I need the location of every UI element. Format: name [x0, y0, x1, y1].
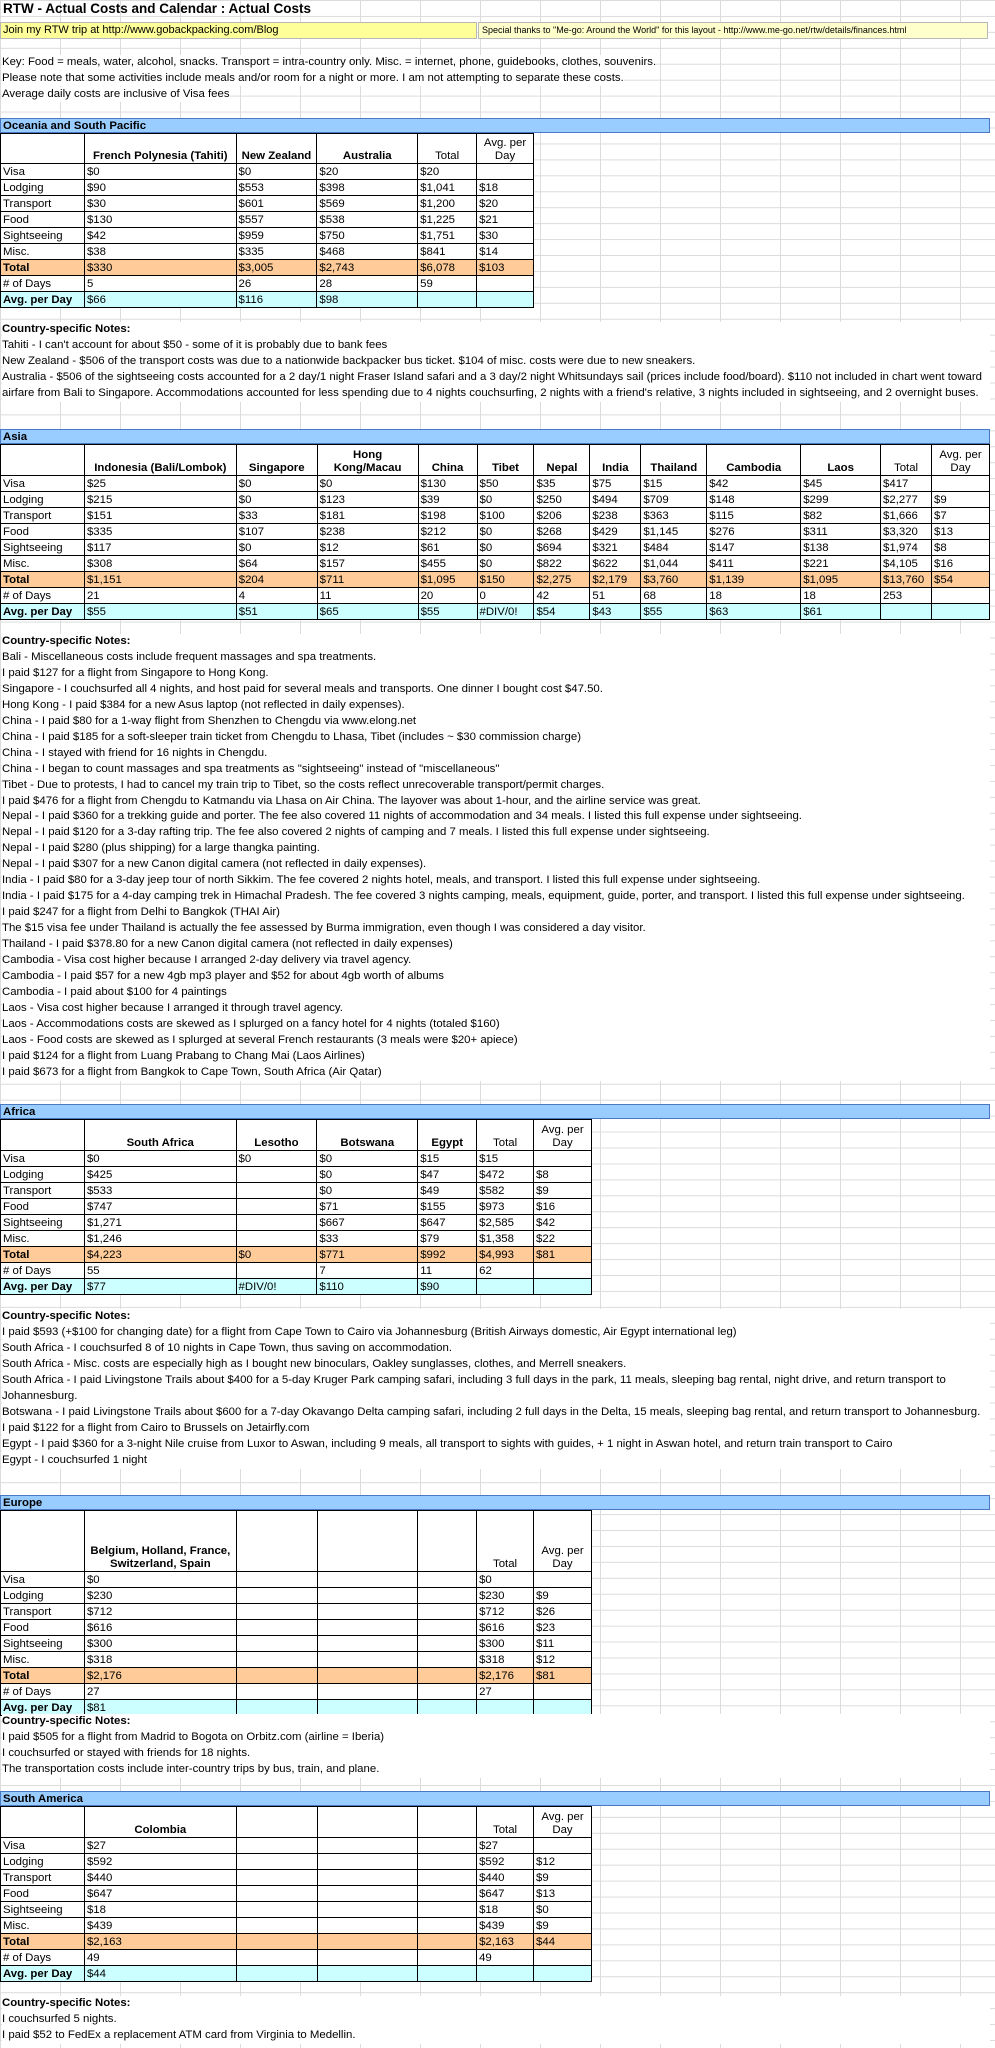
note-item: I paid $247 for a flight from Delhi to Bangkok (THAI Air)	[2, 906, 280, 919]
row-lodging: Lodging $215 $0 $123 $39 $0 $250 $494 $709 $148 $299 $2,277 $9	[1, 492, 990, 508]
row-visa: Visa $25 $0 $0 $130 $50 $35 $75 $15 $42 $45 $417	[1, 476, 990, 492]
row-total: Total $4,223 $0 $771 $992 $4,993 $81	[1, 1247, 592, 1263]
col-hong-kong: Hong Kong/Macau	[317, 445, 418, 476]
region-header-africa: Africa	[0, 1104, 990, 1119]
note-item: China - I paid $80 for a 1-way flight from Shenzhen to Chengdu via www.elong.net	[2, 714, 417, 727]
row-total: Total $330 $3,005 $2,743 $6,078 $103	[1, 260, 534, 276]
row-food: Food $747 $71 $155 $973 $16	[1, 1199, 592, 1215]
row-misc: Misc. $38 $335 $468 $841 $14	[1, 244, 534, 260]
notes-heading: Country-specific Notes:	[2, 1715, 131, 1727]
key-line: Key: Food = meals, water, alcohol, snacks. Transport = intra-country only. Misc. = internet, phone, guidebooks, clothes, souvenirs.	[2, 56, 657, 68]
col-new-zealand: New Zealand	[236, 134, 317, 164]
row-food: Food $647 $647 $13	[1, 1886, 592, 1902]
row-misc: Misc. $1,246 $33 $79 $1,358 $22	[1, 1231, 592, 1247]
blank-header	[236, 1511, 317, 1572]
note-item: I paid $476 for a flight from Chengdu to Katmandu via Lhasa on Air China. The layover was about 1-hour, and the airline service was great.	[2, 794, 701, 807]
note-item: South Africa - I paid Livingstone Trails about $400 for a 5-day Kruger Park camping safari, including 3 full days in the park, 11 meals, sleeping bag rental, night drive, and return transport to Johannesburg.	[2, 1373, 946, 1402]
region-header-asia: Asia	[0, 429, 990, 444]
row-food: Food $335 $107 $238 $212 $0 $268 $429 $1,145 $276 $311 $3,320 $13	[1, 524, 990, 540]
south-america-notes	[2, 1996, 990, 2044]
row-days: # of Days 5 26 28 59	[1, 276, 534, 292]
layout-credit: Special thanks to "Me-go: Around the World" for this layout - http://www.me-go.net/rtw/details/finances.html	[478, 22, 988, 39]
note-item: I paid $122 for a flight from Cairo to Brussels on Jetairfly.com	[2, 1421, 310, 1434]
row-transport: Transport $533 $0 $49 $582 $9	[1, 1183, 592, 1199]
europe-cost-table	[0, 1510, 592, 1716]
row-sightseeing: Sightseeing $18 $18 $0	[1, 1902, 592, 1918]
asia-notes	[2, 634, 990, 1081]
corner-cell	[1, 1511, 85, 1572]
blog-link[interactable]: Join my RTW trip at http://www.gobackpacking.com/Blog	[0, 22, 477, 39]
note-item: I couchsurfed 5 nights.	[2, 2012, 117, 2025]
row-transport: Transport $440 $440 $9	[1, 1870, 592, 1886]
note-item: Tibet - Due to protests, I had to cancel my train trip to Tibet, so the costs reflect unrecoverable transport/permit charges.	[2, 778, 605, 791]
note-item: South Africa - I couchsurfed 8 of 10 nights in Cape Town, thus saving on accommodation.	[2, 1341, 452, 1354]
row-total: Total $2,163 $2,163 $44	[1, 1934, 592, 1950]
row-visa: Visa $0 $0	[1, 1572, 592, 1588]
col-china: China	[418, 445, 477, 476]
row-transport: Transport $30 $601 $569 $1,200 $20	[1, 196, 534, 212]
sheet-title: RTW - Actual Costs and Calendar : Actual Costs	[3, 1, 312, 16]
note-item: China - I stayed with friend for 16 nights in Chengdu.	[2, 746, 268, 759]
note-item: The transportation costs include inter-country trips by bus, train, and plane.	[2, 1762, 380, 1775]
note-item: New Zealand - $506 of the transport costs was due to a nationwide backpacker bus ticket. $104 of misc. costs were due to new sneakers.	[2, 354, 696, 367]
notes-heading: Country-specific Notes:	[2, 1997, 131, 2009]
note-item: Australia - $506 of the sightseeing costs accounted for a 2 day/1 night Fraser Island safari and a 3 day/2 night Whitsundays sail (prices include food/board). $110 not included in chart went toward airfare from Bali to Singapore. Accommodations accounted for less spending due to 4 nights couchsurfing, 2 nights with a friend's relative, 3 nights included in sightseeing, and 2 overnight buses.	[2, 370, 982, 399]
col-avg-per-day: Avg. per Day	[534, 1511, 592, 1572]
row-food: Food $130 $557 $538 $1,225 $21	[1, 212, 534, 228]
note-item: Thailand - I paid $378.80 for a new Canon digital camera (not reflected in daily expenses)	[2, 938, 453, 951]
row-visa: Visa $0 $0 $0 $15 $15	[1, 1151, 592, 1167]
south-america-cost-table	[0, 1806, 592, 1982]
col-colombia: Colombia	[84, 1807, 236, 1838]
col-laos: Laos	[801, 445, 881, 476]
note-item: Cambodia - I paid about $100 for 4 paintings	[2, 985, 227, 998]
blank-header	[236, 1807, 317, 1838]
col-avg-per-day: Avg. per Day	[477, 134, 534, 164]
note-item: I paid $52 to FedEx a replacement ATM card from Virginia to Medellin.	[2, 2028, 356, 2041]
row-avg-per-day: Avg. per Day $81	[1, 1700, 592, 1716]
corner-cell	[1, 1120, 85, 1151]
row-days: # of Days 49 49	[1, 1950, 592, 1966]
col-avg-per-day: Avg. per Day	[534, 1807, 592, 1838]
note-item: I paid $505 for a flight from Madrid to Bogota on Orbitz.com (airline = Iberia)	[2, 1730, 385, 1743]
row-misc: Misc. $439 $439 $9	[1, 1918, 592, 1934]
note-item: China - I began to count massages and spa treatments as "sightseeing" instead of "miscellaneous"	[2, 762, 500, 775]
blank-header	[418, 1807, 477, 1838]
note-item: Hong Kong - I paid $384 for a new Asus laptop (not reflected in daily expenses).	[2, 698, 405, 711]
note-item: The $15 visa fee under Thailand is actually the fee assessed by Burma immigration, even though I was considered a day visitor.	[2, 922, 646, 935]
note-item: Laos - Food costs are skewed as I splurged at several French restaurants (3 meals were $20+ apiece)	[2, 1033, 518, 1046]
europe-notes	[2, 1714, 990, 1778]
note-item: I paid $127 for a flight from Singapore to Hong Kong.	[2, 666, 269, 679]
note-item: Botswana - I paid Livingstone Trails about $600 for a 7-day Okavango Delta camping safari, including 2 full days in the Delta, 15 meals, sleeping bag rental, and return transport to Johannesburg.	[2, 1405, 981, 1418]
region-header-europe: Europe	[0, 1495, 990, 1510]
row-avg-per-day: Avg. per Day $66 $116 $98	[1, 292, 534, 308]
row-food: Food $616 $616 $23	[1, 1620, 592, 1636]
blank-header	[317, 1807, 418, 1838]
note-item: Tahiti - I can't account for about $50 - some of it is probably due to bank fees	[2, 338, 388, 351]
col-total: Total	[418, 134, 477, 164]
col-avg-per-day: Avg. per Day	[534, 1120, 592, 1151]
col-egypt: Egypt	[418, 1120, 477, 1151]
row-visa: Visa $27 $27	[1, 1838, 592, 1854]
note-item: Nepal - I paid $280 (plus shipping) for a large thangka painting.	[2, 842, 320, 855]
region-header-oceania: Oceania and South Pacific	[0, 118, 990, 133]
corner-cell	[1, 1807, 85, 1838]
note-item: South Africa - Misc. costs are especially high as I bought new binoculars, Oakley sunglasses, clothes, and Merrell sneakers.	[2, 1357, 627, 1370]
col-south-africa: South Africa	[84, 1120, 236, 1151]
note-item: Laos - Accommodations costs are skewed as I splurged on a fancy hotel for 4 nights (totaled $160)	[2, 1017, 500, 1030]
col-india: India	[590, 445, 641, 476]
row-days: # of Days 27 27	[1, 1684, 592, 1700]
visa-note: Average daily costs are inclusive of Visa fees	[2, 88, 230, 100]
col-thailand: Thailand	[641, 445, 707, 476]
row-transport: Transport $712 $712 $26	[1, 1604, 592, 1620]
col-australia: Australia	[317, 134, 418, 164]
row-sightseeing: Sightseeing $300 $300 $11	[1, 1636, 592, 1652]
note-item: Egypt - I couchsurfed 1 night	[2, 1453, 147, 1466]
note-item: Cambodia - I paid $57 for a new 4gb mp3 player and $52 for about 4gb worth of albums	[2, 970, 444, 983]
blank-header	[317, 1511, 418, 1572]
row-lodging: Lodging $230 $230 $9	[1, 1588, 592, 1604]
note-item: Egypt - I paid $360 for a 3-night Nile cruise from Luxor to Aswan, including 9 meals, all transport to sights with guides, + 1 night in Aswan hotel, and return train transport to Cairo	[2, 1437, 893, 1450]
row-lodging: Lodging $90 $553 $398 $1,041 $18	[1, 180, 534, 196]
row-days: # of Days 55 7 11 62	[1, 1263, 592, 1279]
notes-heading: Country-specific Notes:	[2, 1310, 131, 1322]
col-botswana: Botswana	[317, 1120, 418, 1151]
note-item: India - I paid $80 for a 3-day jeep tour of north Sikkim. The fee covered 2 nights hotel, meals, and transport. I listed this full expense under sightseeing.	[2, 874, 761, 887]
col-tibet: Tibet	[477, 445, 534, 476]
note-item: Bali - Miscellaneous costs include frequent massages and spa treatments.	[2, 650, 377, 663]
row-sightseeing: Sightseeing $1,271 $667 $647 $2,585 $42	[1, 1215, 592, 1231]
note-item: I couchsurfed or stayed with friends for 18 nights.	[2, 1746, 251, 1759]
row-visa: Visa $0 $0 $20 $20	[1, 164, 534, 180]
note-item: Nepal - I paid $307 for a new Canon digital camera (not reflected in daily expenses).	[2, 858, 427, 871]
note-item: Laos - Visa cost higher because I arranged it through travel agency.	[2, 1001, 343, 1014]
oceania-notes	[2, 322, 990, 402]
row-days: # of Days 21 4 11 20 0 42 51 68 18 18 253	[1, 588, 990, 604]
row-misc: Misc. $308 $64 $157 $455 $0 $822 $622 $1,044 $411 $221 $4,105 $16	[1, 556, 990, 572]
col-nepal: Nepal	[534, 445, 590, 476]
note-item: I paid $593 (+$100 for changing date) for a flight from Cape Town to Cairo via Johannesburg (British Airways domestic, Air Egypt international leg)	[2, 1325, 737, 1338]
row-lodging: Lodging $425 $0 $47 $472 $8	[1, 1167, 592, 1183]
col-total: Total	[477, 1120, 534, 1151]
region-header-south-america: South America	[0, 1791, 990, 1806]
note-item: Singapore - I couchsurfed all 4 nights, and host paid for several meals and transports. One dinner I bought cost $47.50.	[2, 682, 603, 695]
row-sightseeing: Sightseeing $42 $959 $750 $1,751 $30	[1, 228, 534, 244]
col-lesotho: Lesotho	[236, 1120, 317, 1151]
row-lodging: Lodging $592 $592 $12	[1, 1854, 592, 1870]
col-total: Total	[881, 445, 932, 476]
row-sightseeing: Sightseeing $117 $0 $12 $61 $0 $694 $321 $484 $147 $138 $1,974 $8	[1, 540, 990, 556]
note-item: Nepal - I paid $360 for a trekking guide and porter. The fee also covered 11 nights of accommodation and 34 meals. I listed this full expense under sightseeing.	[2, 810, 802, 823]
note-item: Nepal - I paid $120 for a 3-day rafting trip. The fee also covered 2 nights of camping and 7 meals. I listed this full expense under sightseeing.	[2, 826, 710, 839]
oceania-cost-table	[0, 133, 534, 308]
note-item: I paid $673 for a flight from Bangkok to Cape Town, South Africa (Air Qatar)	[2, 1065, 382, 1078]
note-item: India - I paid $175 for a 4-day camping trek in Himachal Pradesh. The fee covered 3 nights camping, meals, equipment, guide, porter, and transport. I listed this full expense under sightseeing.	[2, 890, 965, 903]
note-item: I paid $124 for a flight from Luang Prabang to Chang Mai (Laos Airlines)	[2, 1049, 365, 1062]
row-avg-per-day: Avg. per Day $55 $51 $65 $55 #DIV/0! $54 $43 $55 $63 $61	[1, 604, 990, 620]
corner-cell	[1, 445, 85, 476]
col-avg-per-day: Avg. per Day	[932, 445, 990, 476]
row-avg-per-day: Avg. per Day $44	[1, 1966, 592, 1982]
note-item: China - I paid $185 for a soft-sleeper train ticket from Chengdu to Lhasa, Tibet (includes ~ $30 commission charge)	[2, 730, 582, 743]
africa-notes	[2, 1309, 990, 1469]
col-singapore: Singapore	[236, 445, 317, 476]
activities-note: Please note that some activities include meals and/or room for a night or more. I am not attempting to separate these costs.	[2, 72, 624, 84]
col-indonesia: Indonesia (Bali/Lombok)	[84, 445, 236, 476]
asia-cost-table	[0, 444, 990, 620]
row-total: Total $2,176 $2,176 $81	[1, 1668, 592, 1684]
row-misc: Misc. $318 $318 $12	[1, 1652, 592, 1668]
col-western-europe: Belgium, Holland, France, Switzerland, Spain	[84, 1511, 236, 1572]
col-total: Total	[477, 1511, 534, 1572]
note-item: Cambodia - Visa cost higher because I arranged 2-day delivery via travel agency.	[2, 954, 412, 967]
notes-heading: Country-specific Notes:	[2, 635, 131, 647]
col-cambodia: Cambodia	[707, 445, 801, 476]
notes-heading: Country-specific Notes:	[2, 323, 131, 335]
blank-header	[418, 1511, 477, 1572]
corner-cell	[1, 134, 85, 164]
col-total: Total	[477, 1807, 534, 1838]
col-french-polynesia: French Polynesia (Tahiti)	[84, 134, 236, 164]
africa-cost-table	[0, 1119, 592, 1295]
row-total: Total $1,151 $204 $711 $1,095 $150 $2,275 $2,179 $3,760 $1,139 $1,095 $13,760 $54	[1, 572, 990, 588]
row-avg-per-day: Avg. per Day $77 #DIV/0! $110 $90	[1, 1279, 592, 1295]
row-transport: Transport $151 $33 $181 $198 $100 $206 $238 $363 $115 $82 $1,666 $7	[1, 508, 990, 524]
